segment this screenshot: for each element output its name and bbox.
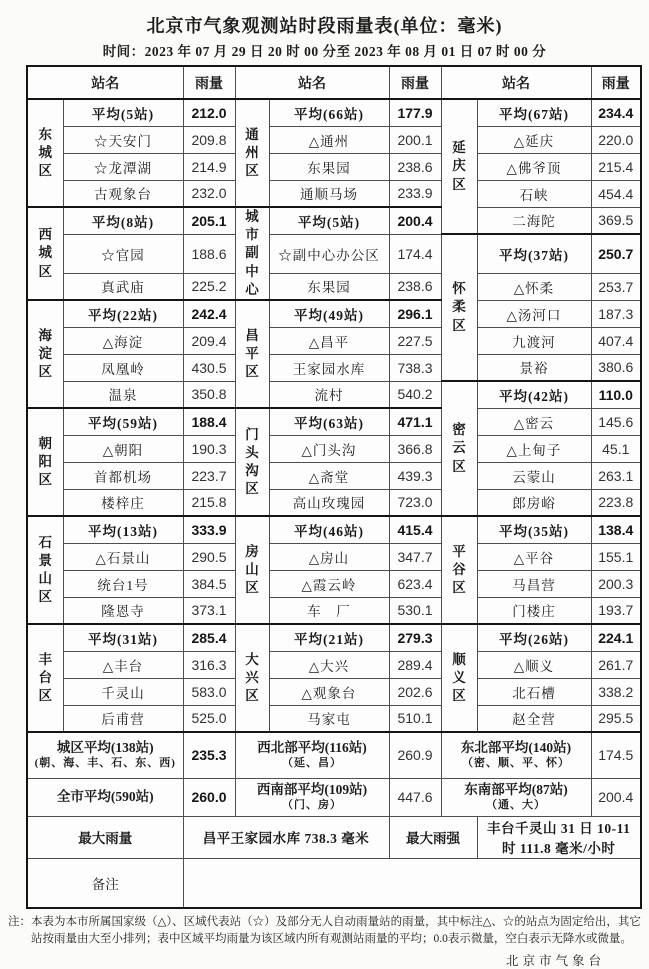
station-cell: 马家屯 xyxy=(269,705,389,732)
value-cell: 233.9 xyxy=(389,180,441,207)
southwest-average-districts: （门、房） xyxy=(282,798,342,811)
station-cell: ☆龙潭湖 xyxy=(63,153,183,180)
station-cell: 平均(8站) xyxy=(63,207,183,234)
max-intensity-value: 丰台千灵山 31 日 10-11 时 111.8 毫米/小时 xyxy=(477,816,641,858)
station-cell: ☆天安门 xyxy=(63,126,183,153)
station-cell: 景裕 xyxy=(477,354,591,381)
station-cell: △丰台 xyxy=(63,651,183,678)
region-label: 城市副中心 xyxy=(245,209,259,297)
table-row xyxy=(27,489,641,516)
value-cell: 415.4 xyxy=(389,516,441,543)
station-cell: △佛爷顶 xyxy=(477,153,591,180)
table-row xyxy=(27,462,641,489)
southwest-average-title: 西南部平均(109站) xyxy=(256,781,368,797)
station-cell: 北石槽 xyxy=(477,678,591,705)
table-row xyxy=(27,327,641,354)
northwest-average-districts: （延、昌） xyxy=(282,756,342,769)
citywide-average-value: 260.0 xyxy=(183,778,235,816)
value-cell: 138.4 xyxy=(591,516,641,543)
station-cell: △昌平 xyxy=(269,327,389,354)
urban-average-districts: (朝、海、丰、石、东、西) xyxy=(34,756,176,769)
value-cell: 439.3 xyxy=(389,462,441,489)
value-cell: 525.0 xyxy=(183,705,235,732)
value-cell: 215.4 xyxy=(591,153,641,180)
region-label: 延庆区 xyxy=(452,140,466,192)
station-cell: 云蒙山 xyxy=(477,462,591,489)
table-row xyxy=(27,570,641,597)
station-cell: 平均(67站) xyxy=(477,99,591,126)
station-cell: △汤河口 xyxy=(477,300,591,327)
value-cell: 212.0 xyxy=(183,99,235,126)
station-cell: 平均(49站) xyxy=(269,300,389,327)
northeast-average-value: 174.5 xyxy=(591,732,641,778)
region-label: 门头沟区 xyxy=(245,426,259,497)
value-cell: 290.5 xyxy=(183,543,235,570)
summary-row-max xyxy=(27,816,641,858)
northwest-average-label xyxy=(235,732,389,778)
region-cell xyxy=(235,408,269,516)
table-row xyxy=(27,207,641,234)
station-cell: 首都机场 xyxy=(63,462,183,489)
value-cell: 623.4 xyxy=(389,570,441,597)
station-cell: 通顺马场 xyxy=(269,180,389,207)
southeast-average-title: 东南部平均(87站) xyxy=(464,781,568,797)
value-cell: 430.5 xyxy=(183,354,235,381)
time-range: 时间：2023 年 07 月 29 日 20 时 00 分至 2023 年 08 月 01 日 07 时 00 分 xyxy=(102,44,547,59)
region-cell xyxy=(27,408,63,516)
value-cell: 225.2 xyxy=(183,273,235,300)
station-cell: △石景山 xyxy=(63,543,183,570)
station-cell: △斋堂 xyxy=(269,462,389,489)
value-cell: 209.4 xyxy=(183,327,235,354)
southeast-average-label xyxy=(441,778,591,816)
col-header-station-3: 站名 xyxy=(441,66,591,99)
station-cell: 车 厂 xyxy=(269,597,389,624)
station-cell: △霞云岭 xyxy=(269,570,389,597)
station-cell: 马昌营 xyxy=(477,570,591,597)
station-cell: 平均(21站) xyxy=(269,624,389,651)
table-row xyxy=(27,126,641,153)
signature: 北京市气象台 xyxy=(505,953,605,968)
summary-row-remark xyxy=(27,858,641,908)
remark-label: 备注 xyxy=(27,858,183,908)
station-cell: △通州 xyxy=(269,126,389,153)
region-cell xyxy=(441,516,477,624)
station-cell: 门楼庄 xyxy=(477,597,591,624)
value-cell: 738.3 xyxy=(389,354,441,381)
value-cell: 338.2 xyxy=(591,678,641,705)
header-row xyxy=(27,66,641,99)
value-cell: 253.7 xyxy=(591,273,641,300)
station-cell: △海淀 xyxy=(63,327,183,354)
station-cell: 千灵山 xyxy=(63,678,183,705)
region-cell xyxy=(235,516,269,624)
region-cell xyxy=(27,99,63,207)
value-cell: 223.8 xyxy=(591,489,641,516)
value-cell: 155.1 xyxy=(591,543,641,570)
southeast-average-districts: （通、大） xyxy=(486,798,546,811)
value-cell: 215.8 xyxy=(183,489,235,516)
value-cell: 200.4 xyxy=(389,207,441,234)
region-label: 怀柔区 xyxy=(452,281,466,333)
station-cell: △延庆 xyxy=(477,126,591,153)
station-cell: 王家园水库 xyxy=(269,354,389,381)
value-cell: 366.8 xyxy=(389,435,441,462)
northeast-average-title: 东北部平均(140站) xyxy=(460,740,572,756)
region-cell xyxy=(441,99,477,234)
station-cell: 平均(46站) xyxy=(269,516,389,543)
col-header-rain-2: 雨量 xyxy=(389,66,441,99)
value-cell: 220.0 xyxy=(591,126,641,153)
station-cell: 真武庙 xyxy=(63,273,183,300)
region-label: 密云区 xyxy=(452,422,466,474)
station-cell: 赵全营 xyxy=(477,705,591,732)
station-cell: 平均(22站) xyxy=(63,300,183,327)
value-cell: 200.1 xyxy=(389,126,441,153)
value-cell: 347.7 xyxy=(389,543,441,570)
table-row xyxy=(27,543,641,570)
station-cell: 东果园 xyxy=(269,153,389,180)
value-cell: 214.9 xyxy=(183,153,235,180)
footnote: 注：本表为本市所属国家级（△）、区域代表站（☆）及部分无人自动雨量站的雨量，其中标注△、☆的站点为固定给出，其它站按雨量由大至小排列；表中区域平均雨量为该区域内所有观测站雨量的平均；0.0表示微量，空白表示无降水或微量。 xyxy=(8,916,641,946)
table-row xyxy=(27,273,641,300)
value-cell: 583.0 xyxy=(183,678,235,705)
northeast-average-districts: （密、顺、平、怀） xyxy=(462,756,570,769)
urban-average-label xyxy=(27,732,183,778)
region-label: 丰台区 xyxy=(38,651,52,704)
station-cell: 平均(35站) xyxy=(477,516,591,543)
station-cell: 温泉 xyxy=(63,381,183,408)
region-cell xyxy=(235,207,269,300)
value-cell: 224.1 xyxy=(591,624,641,651)
southwest-average-value: 447.6 xyxy=(389,778,441,816)
station-cell: 平均(66站) xyxy=(269,99,389,126)
station-cell: △观象台 xyxy=(269,678,389,705)
region-label: 通州区 xyxy=(245,126,259,179)
table-row xyxy=(27,624,641,651)
station-cell: 平均(63站) xyxy=(269,408,389,435)
table-row xyxy=(27,153,641,180)
region-cell xyxy=(441,234,477,381)
station-cell: 流村 xyxy=(269,381,389,408)
table-row xyxy=(27,99,641,126)
region-label: 东城区 xyxy=(38,126,52,179)
southwest-average-label xyxy=(235,778,389,816)
rainfall-table xyxy=(26,65,642,909)
col-header-station-1: 站名 xyxy=(27,66,183,99)
station-cell: 郎房峪 xyxy=(477,489,591,516)
value-cell: 188.6 xyxy=(183,234,235,273)
value-cell: 296.1 xyxy=(389,300,441,327)
station-cell: 平均(26站) xyxy=(477,624,591,651)
northwest-average-title: 西北部平均(116站) xyxy=(257,740,367,756)
value-cell: 209.8 xyxy=(183,126,235,153)
page-title: 北京市气象观测站时段雨量表(单位：毫米) xyxy=(146,16,503,36)
region-cell xyxy=(27,516,63,624)
table-row xyxy=(27,234,641,273)
region-label: 顺义区 xyxy=(452,651,466,704)
station-cell: 石峡 xyxy=(477,180,591,207)
region-label: 房山区 xyxy=(245,543,259,596)
value-cell: 202.6 xyxy=(389,678,441,705)
summary-row-1 xyxy=(27,732,641,778)
table-row xyxy=(27,408,641,435)
value-cell: 384.5 xyxy=(183,570,235,597)
value-cell: 200.3 xyxy=(591,570,641,597)
southeast-average-value: 200.4 xyxy=(591,778,641,816)
table-row xyxy=(27,678,641,705)
value-cell: 232.0 xyxy=(183,180,235,207)
northeast-average-label xyxy=(441,732,591,778)
value-cell: 510.1 xyxy=(389,705,441,732)
col-header-rain-1: 雨量 xyxy=(183,66,235,99)
value-cell: 242.4 xyxy=(183,300,235,327)
station-cell: △门头沟 xyxy=(269,435,389,462)
region-label: 石景山区 xyxy=(38,534,52,605)
region-label: 平谷区 xyxy=(452,543,466,596)
remark-value xyxy=(183,858,641,908)
urban-average-title: 城区平均(138站) xyxy=(56,740,154,756)
col-header-station-2: 站名 xyxy=(235,66,389,99)
value-cell: 193.7 xyxy=(591,597,641,624)
station-cell: 楼梓庄 xyxy=(63,489,183,516)
value-cell: 261.7 xyxy=(591,651,641,678)
region-cell xyxy=(441,381,477,516)
region-cell xyxy=(235,300,269,408)
station-cell: ☆副中心办公区 xyxy=(269,234,389,273)
region-label: 朝阳区 xyxy=(38,435,52,488)
value-cell: 316.3 xyxy=(183,651,235,678)
value-cell: 174.4 xyxy=(389,234,441,273)
value-cell: 530.1 xyxy=(389,597,441,624)
station-cell: 凤凰岭 xyxy=(63,354,183,381)
station-cell: 平均(31站) xyxy=(63,624,183,651)
value-cell: 263.1 xyxy=(591,462,641,489)
table-row xyxy=(27,435,641,462)
station-cell: △大兴 xyxy=(269,651,389,678)
station-cell: 统台1号 xyxy=(63,570,183,597)
summary-row-2 xyxy=(27,778,641,816)
region-cell xyxy=(27,207,63,300)
value-cell: 723.0 xyxy=(389,489,441,516)
value-cell: 471.1 xyxy=(389,408,441,435)
region-cell xyxy=(27,300,63,408)
station-cell: △上甸子 xyxy=(477,435,591,462)
station-cell: 后甫营 xyxy=(63,705,183,732)
value-cell: 234.4 xyxy=(591,99,641,126)
station-cell: 平均(37站) xyxy=(477,234,591,273)
value-cell: 295.5 xyxy=(591,705,641,732)
region-cell xyxy=(27,624,63,732)
value-cell: 373.1 xyxy=(183,597,235,624)
station-cell: ☆官园 xyxy=(63,234,183,273)
station-cell: 二海陀 xyxy=(477,207,591,234)
value-cell: 110.0 xyxy=(591,381,641,408)
value-cell: 187.3 xyxy=(591,300,641,327)
station-cell: △朝阳 xyxy=(63,435,183,462)
station-cell: 隆恩寺 xyxy=(63,597,183,624)
value-cell: 279.3 xyxy=(389,624,441,651)
value-cell: 205.1 xyxy=(183,207,235,234)
value-cell: 369.5 xyxy=(591,207,641,234)
table-row xyxy=(27,597,641,624)
station-cell: 九渡河 xyxy=(477,327,591,354)
station-cell: △密云 xyxy=(477,408,591,435)
value-cell: 289.4 xyxy=(389,651,441,678)
citywide-average-label: 全市平均(590站) xyxy=(27,778,183,816)
table-row xyxy=(27,516,641,543)
max-rain-label: 最大雨量 xyxy=(27,816,183,858)
value-cell: 238.6 xyxy=(389,273,441,300)
region-label: 昌平区 xyxy=(245,327,259,380)
region-label: 海淀区 xyxy=(38,327,52,380)
station-cell: 平均(5站) xyxy=(63,99,183,126)
value-cell: 227.5 xyxy=(389,327,441,354)
value-cell: 540.2 xyxy=(389,381,441,408)
urban-average-value: 235.3 xyxy=(183,732,235,778)
station-cell: 平均(13站) xyxy=(63,516,183,543)
table-row xyxy=(27,180,641,207)
region-label: 大兴区 xyxy=(245,651,259,704)
value-cell: 380.6 xyxy=(591,354,641,381)
table-row xyxy=(27,705,641,732)
station-cell: △怀柔 xyxy=(477,273,591,300)
station-cell: △平谷 xyxy=(477,543,591,570)
station-cell: 高山玫瑰园 xyxy=(269,489,389,516)
station-cell: △顺义 xyxy=(477,651,591,678)
value-cell: 250.7 xyxy=(591,234,641,273)
value-cell: 238.6 xyxy=(389,153,441,180)
station-cell: 平均(59站) xyxy=(63,408,183,435)
station-cell: 平均(5站) xyxy=(269,207,389,234)
station-cell: 东果园 xyxy=(269,273,389,300)
value-cell: 407.4 xyxy=(591,327,641,354)
max-rain-value: 昌平王家园水库 738.3 毫米 xyxy=(183,816,389,858)
station-cell: 古观象台 xyxy=(63,180,183,207)
value-cell: 333.9 xyxy=(183,516,235,543)
col-header-rain-3: 雨量 xyxy=(591,66,641,99)
value-cell: 454.4 xyxy=(591,180,641,207)
value-cell: 223.7 xyxy=(183,462,235,489)
value-cell: 177.9 xyxy=(389,99,441,126)
table-row xyxy=(27,651,641,678)
region-label: 西城区 xyxy=(38,227,52,279)
table-row xyxy=(27,381,641,408)
value-cell: 45.1 xyxy=(591,435,641,462)
northwest-average-value: 260.9 xyxy=(389,732,441,778)
value-cell: 145.6 xyxy=(591,408,641,435)
region-cell xyxy=(235,624,269,732)
value-cell: 188.4 xyxy=(183,408,235,435)
value-cell: 285.4 xyxy=(183,624,235,651)
station-cell: 平均(42站) xyxy=(477,381,591,408)
table-row xyxy=(27,300,641,327)
value-cell: 350.8 xyxy=(183,381,235,408)
station-cell: △房山 xyxy=(269,543,389,570)
max-intensity-label: 最大雨强 xyxy=(389,816,477,858)
table-row xyxy=(27,354,641,381)
value-cell: 190.3 xyxy=(183,435,235,462)
region-cell xyxy=(235,99,269,207)
region-cell xyxy=(441,624,477,732)
